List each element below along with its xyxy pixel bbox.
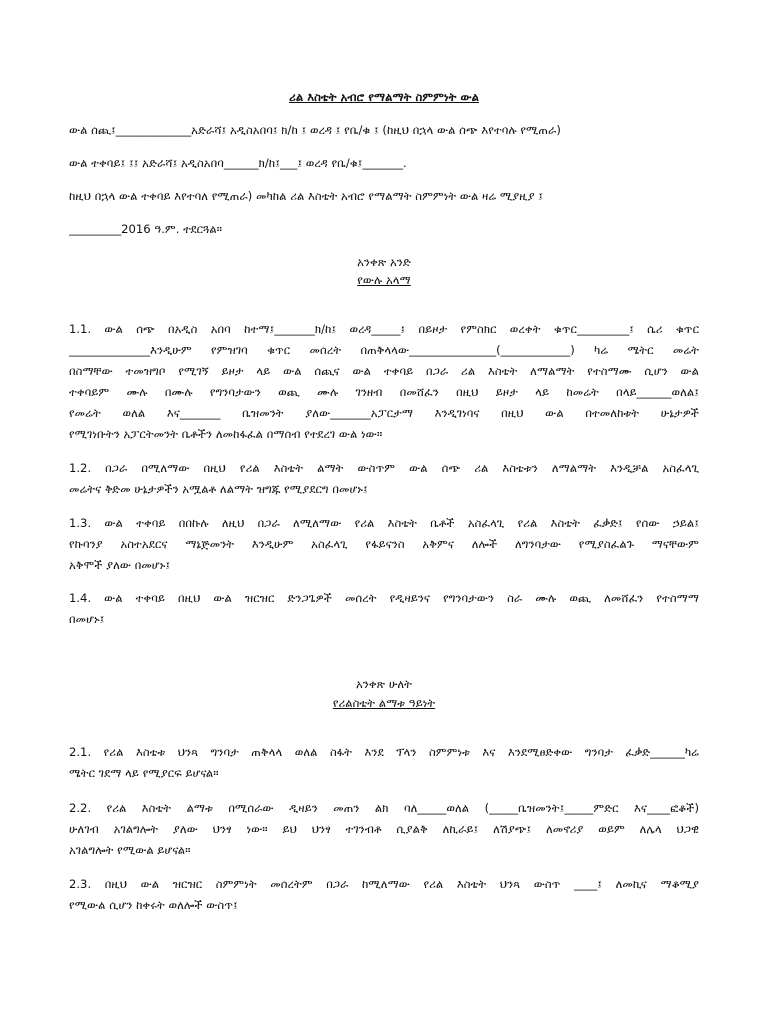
- clause-1-3-line: የኩባንያ አስተአደርና ማኔጅመንት እንዲሁም አስፈላጊ የፋይናንስ አቅምና ለሎች ለግንባታው የሚያስፈልጉ ማናቸውም: [69, 537, 699, 551]
- article-2-subheading: የሪልስቴት ልማቱ ዓይነት: [332, 696, 436, 710]
- clause-2-2-line: 2.2. የሪል እስቴት ልማቱ በሚሰራው ዲዛይን መጠን ልክ ባለ_____ወለል (_____ቤዝመንት፤_____ምድር እና____ፎቆች): [69, 801, 699, 815]
- clause-1-1-line: ተቀባይም ሙሉ በሙሉ የግንባታውን ወጪ ሙሉ ገንዘብ በመሸፈን በዚህ ይዞታ ላይ ከመሬት በላይ______ወለል፤: [69, 385, 699, 399]
- document-title: ሪል እስቴት አብሮ የማልማት ስምምነት ውል: [289, 90, 479, 104]
- intro-line-4: _________2016 ዓ.ም. ተደርጓል።: [69, 222, 223, 236]
- clause-1-1-line: በስማቸው ተመዝግቦ የሚገኝ ይዞታ ላይ ውል ሰጪና ውል ተቀባይ በጋራ ሪል እስቴት ለማልማት የተስማሙ ሲሆን ውል: [69, 364, 699, 378]
- clause-1-2-line: መሬትና ቅድመ ሁኔታዎችን አሟልቶ ለልማት ዝግጁ የሚያደርግ በመሆኑ፤: [69, 482, 368, 496]
- clause-1-3-line: 1.3. ውል ተቀባይ በበኩሉ ለዚህ በጋራ ለሚለማው የሪል እስቴት ቤቶች አስፈላጊ የሪል እስቴት ፈቃድ፤ የሰው ኃይል፤: [69, 516, 699, 530]
- clause-1-1-line: ______________እንዲሁም የምዝገባ ቁጥር መሰረት በጠቅላላው_______________(____________) ካሬ ሜትር መሬት: [69, 343, 699, 357]
- article-1-subheading: የውሉ አላማ: [357, 273, 411, 287]
- clause-1-1-line: 1.1. ውል ሰጭ በአዲስ አበባ ከተማ፤_______ክ/ከ፤ ወረዳ_____፤ በይዞታ የምስክር ወረቀት ቁጥር_________፤ ሴሪ ቁጥር: [69, 322, 699, 336]
- clause-1-1-line: የመሬት ወለል እና_______ ቤዝመንት ያለው_______አፓርታማ እንዲገነባና በዚህ ውል በተመለከቱት ሁኔታዎች: [69, 406, 699, 420]
- article-2-heading: አንቀጽ ሁለት: [356, 677, 412, 691]
- clause-2-3-line: የሚውል ሲሆን ከቀሩት ወለሎች ውስጥ፤: [69, 898, 238, 912]
- clause-2-1-line: 2.1. የሪል እስቴቱ ህንጻ ግንባታ ጠቅላላ ወለል ስፋት እንደ ፕላን ስምምነቱ እና እንደሚፀድቀው ግንባታ ፈቃድ______ካሬ: [69, 745, 699, 759]
- clause-2-1-line: ሜትር ገደማ ላይ የሚያርፍ ይሆናል።: [69, 766, 219, 780]
- article-1-heading: አንቀጽ አንድ: [357, 255, 411, 269]
- clause-1-4-line: 1.4. ውል ተቀባይ በዚህ ውል ዝርዝር ድንጋጌዎች መሰረት የዲዛይንና የግንባታውን ስራ ሙሉ ወጪ ለመሸፈን የተስማማ: [69, 591, 699, 605]
- clause-2-2-line: አገልግሎት የሚውል ይሆናል።: [69, 843, 191, 857]
- clause-1-1-line: የሚገነቡትን አፓርትመንት ቤቶችን ለመከፋፈል በማሰብ የተደረገ ውል ነው።: [69, 427, 383, 441]
- clause-1-4-line: በመሆኑ፤: [69, 612, 105, 626]
- clause-2-3-line: 2.3. በዚህ ውል ዝርዝር ስምምነት መሰረትም በጋራ ከሚለማው የሪል እስቴት ህንጻ ውስጥ ____፤ ለመኪና ማቆሚያ: [69, 877, 699, 891]
- clause-2-2-line: ሁለገብ አገልግሎት ያለው ህንፃ ነው። ይህ ህንፃ ተገንብቶ ሲያልቅ ለኪራይ፤ ለሽያጭ፤ ለመኖሪያ ወይም ለሌላ ህጋዊ: [69, 822, 699, 836]
- clause-1-3-line: አቅሞች ያለው በመሆኑ፤: [69, 558, 171, 572]
- intro-line-2: ውል ተቀባይ፤ ፤፤ አድራሻ፤ አዲስአበባ______ክ/ከ፤___፤ ወረዳ የቤ/ቁ፤_______.: [69, 156, 407, 170]
- clause-1-2-line: 1.2. በጋራ በሚለማው በዚህ የሪል እስቴት ልማት ውስጥም ውል ሰጭ ሪል እስቴቱን ለማልማት እንዲቻል አስፈላጊ: [69, 461, 699, 475]
- intro-line-3: ከዚህ በኋላ ውል ተቀባይ እየተባለ የሚጠራ) መካከል ሪል እስቴት አብሮ የማልማት ስምምነት ውል ዛሬ ሚያዚያ ፤: [69, 189, 544, 203]
- intro-line-1: ውል ሰጪ፤_____________አድራሻ፤ አዲስአበባ፤ ክ/ከ ፤ ወረዳ ፤ የቤ/ቁ ፤ (ከዚህ በኋላ ውል ሰጭ እየተባሉ የሚጠራ): [69, 123, 561, 137]
